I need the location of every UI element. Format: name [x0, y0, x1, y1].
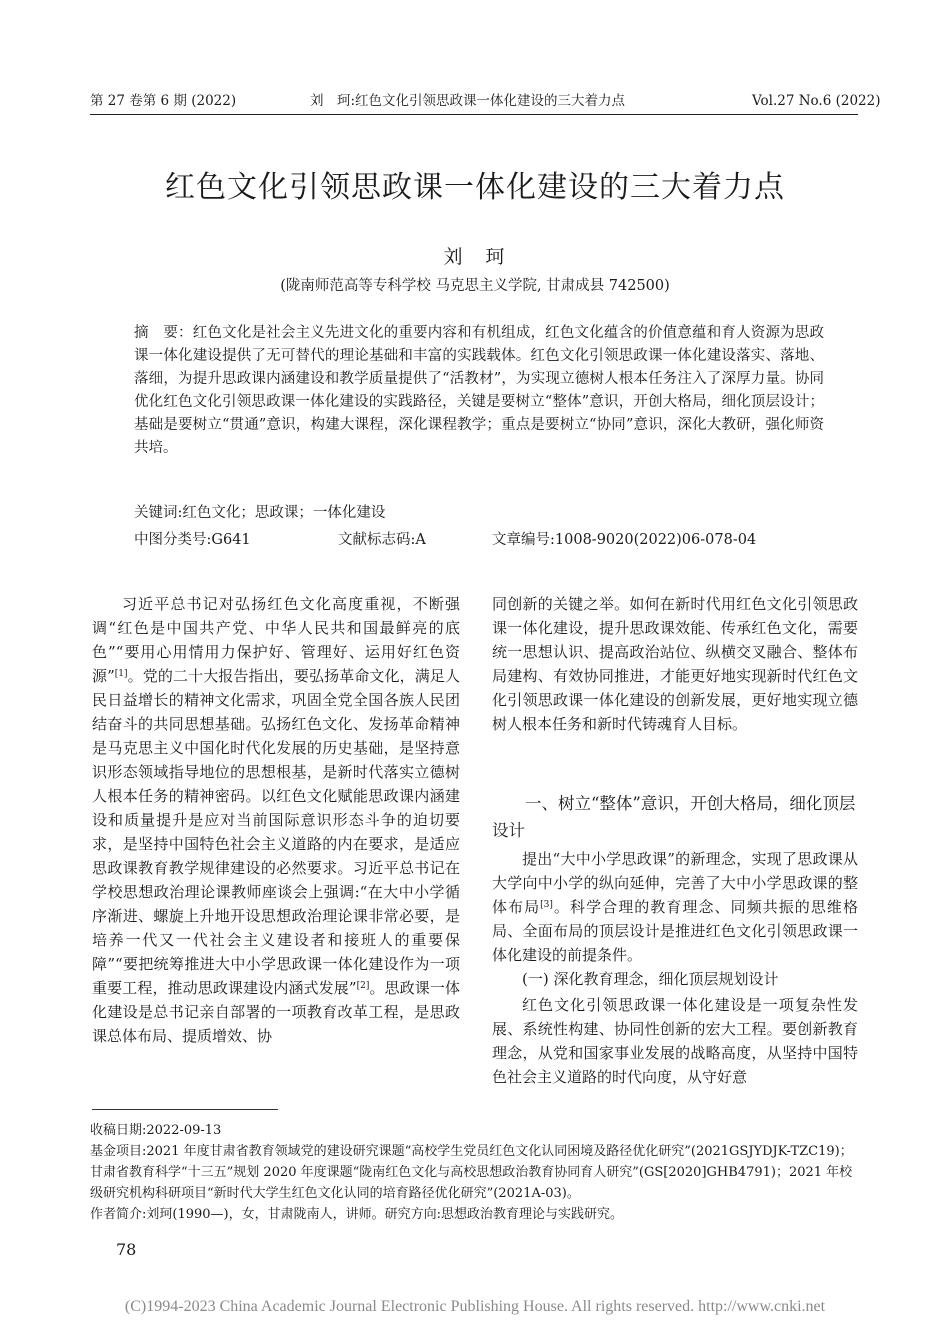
fund-info: 基金项目:2021 年度甘肃省教育领域党的建设研究课题“高校学生党员红色文化认同困境及路径优化研究”(2021GSJYDJK-TZC19)；甘肃省教育科学“十三五”规划 2020 年度课题“陇南红色文化与高校思想政治教育协同育人研究”(GS[2020]GHB4791)；2021 年校级研究机构科研项目“新时代大学生红色文化认同的培育路径优化研究”(2021A-03)。: [90, 1144, 853, 1201]
footnotes: [90, 1120, 860, 1225]
running-header-issue: 第 27 卷第 6 期 (2022): [90, 93, 237, 109]
doc-code-value: A: [415, 532, 426, 548]
reference-marker: [1]: [114, 669, 128, 679]
abstract: [134, 322, 824, 460]
footnote-divider: [92, 1109, 278, 1110]
clc-value: G641: [211, 532, 251, 548]
section-body: [492, 847, 858, 967]
document-code: [338, 529, 426, 551]
paragraph: [492, 847, 858, 967]
received-date: 收稿日期:2022-09-13: [90, 1123, 222, 1138]
paragraph-text: 提出“大中小学思政课”的新理念，实现了思政课从大学向中小学的纵向延伸，完善了大中小学思政课的整体布局: [492, 850, 858, 916]
running-header-volume: Vol.27 No.6 (2022): [752, 93, 881, 109]
paragraph: 红色文化引领思政课一体化建设是一项复杂性发展、系统性构建、协同性创新的宏大工程。要创新教育理念，从党和国家事业发展的战略高度，从坚持中国特色社会主义道路的时代向度，从守好意: [492, 996, 858, 1086]
paragraph: 同创新的关键之举。如何在新时代用红色文化引领思政课一体化建设，提升思政课效能、传承红色文化，需要统一思想认识、提高政治站位、纵横交叉融合、整体布局建构、有效协同推进，才能更好地实现新时代红色文化引领思政课一体化建设的创新发展，更好地实现立德树人根本任务和新时代铸魂育人目标。: [492, 595, 858, 733]
keywords-text: 红色文化；思政课；一体化建设: [182, 505, 386, 521]
clc-label: 中图分类号:: [134, 532, 212, 548]
abstract-label: 摘 要：: [134, 325, 193, 341]
paragraph: [92, 592, 460, 1048]
page-number: 78: [116, 1240, 137, 1259]
author-bio: 作者简介:刘珂(1990—)，女，甘肃陇南人，讲师。研究方向:思想政治教育理论与实践研究。: [90, 1207, 623, 1222]
article-number-label: 文章编号:: [492, 532, 555, 548]
abstract-text: 红色文化是社会主义先进文化的重要内容和有机组成，红色文化蕴含的价值意蕴和育人资源为思政课一体化建设提供了无可替代的理论基础和丰富的实践载体。红色文化引领思政课一体化建设落实、落地、落细，为提升思政课内涵建设和教学质量提供了“活教材”，为实现立德树人根本任务注入了深厚力量。协同优化红色文化引领思政课一体化建设的实践路径，关键是要树立“整体”意识，开创大格局，细化顶层设计；基础是要树立“贯通”意识，构建大课程，深化课程教学；重点是要树立“协同”意识，深化大教研，强化师资共培。: [134, 325, 825, 456]
doc-code-label: 文献标志码:: [338, 532, 416, 548]
author-affiliation: (陇南师范高等专科学校 马克思主义学院, 甘肃成县 742500): [280, 278, 670, 294]
header-divider: [90, 114, 858, 115]
body-right-column-continuation: [492, 592, 858, 736]
body-left-column: [92, 592, 460, 1048]
clc-number: [134, 529, 251, 551]
reference-marker: [2]: [356, 981, 370, 991]
article-title: 红色文化引领思政课一体化建设的三大着力点: [165, 170, 785, 205]
subsection-body: [492, 993, 858, 1089]
paragraph-text: 。党的二十大报告指出，要弘扬革命文化，满足人民日益增长的精神文化需求，巩固全党全国各族人民团结奋斗的共同思想基础。弘扬红色文化、发扬革命精神是马克思主义中国化时代化发展的历史基础，是坚持意识形态领域指导地位的思想根基，是新时代落实立德树人根本任务的精神密码。以红色文化赋能思政课内涵建设和质量提升是应对当前国际意识形态斗争的迫切要求，是坚持中国特色社会主义道路的内在要求，是适应思政课教育教学规律建设的必然要求。习近平总书记在学校思想政治理论课教师座谈会上强调:“在大中小学循序渐进、螺旋上升地开设思想政治理论课非常必要，是培养一代又一代社会主义建设者和接班人的重要保障”“要把统筹推进大中小学思政课一体化建设作为一项重要工程，推动思政课建设内涵式发展”: [92, 667, 460, 997]
article-number-value: 1008-9020(2022)06-078-04: [554, 532, 757, 548]
running-header-title: 刘 珂:红色文化引领思政课一体化建设的三大着力点: [310, 93, 626, 109]
paragraph-text: 。思政课一体化建设是总书记亲自部署的一项教育改革工程，是思政课总体布局、提质增效、协: [92, 979, 460, 1045]
keywords: [134, 502, 385, 524]
subsection-heading: (一) 深化教育理念，细化顶层规划设计: [522, 970, 779, 988]
article-number: [492, 529, 756, 551]
section-heading: 一、树立“整体”意识，开创大格局，细化顶层设计: [492, 794, 856, 840]
paragraph-text: 习近平总书记对弘扬红色文化高度重视，不断强调“红色是中国共产党、中华人民共和国最鲜亮的底色”“要用心用情用力保护好、管理好、运用好红色资源”: [92, 595, 460, 685]
paragraph-text: 。科学合理的教育理念、同频共振的思维格局、全面布局的顶层设计是推进红色文化引领思政课一体化建设的前提条件。: [492, 898, 858, 964]
copyright-watermark: (C)1994-2023 China Academic Journal Electronic Publishing House. All rights reserved. http://www.cnki.net: [124, 1298, 826, 1315]
author-name: 刘 珂: [443, 246, 507, 268]
keywords-label: 关键词:: [134, 505, 183, 521]
reference-marker: [3]: [540, 900, 553, 910]
